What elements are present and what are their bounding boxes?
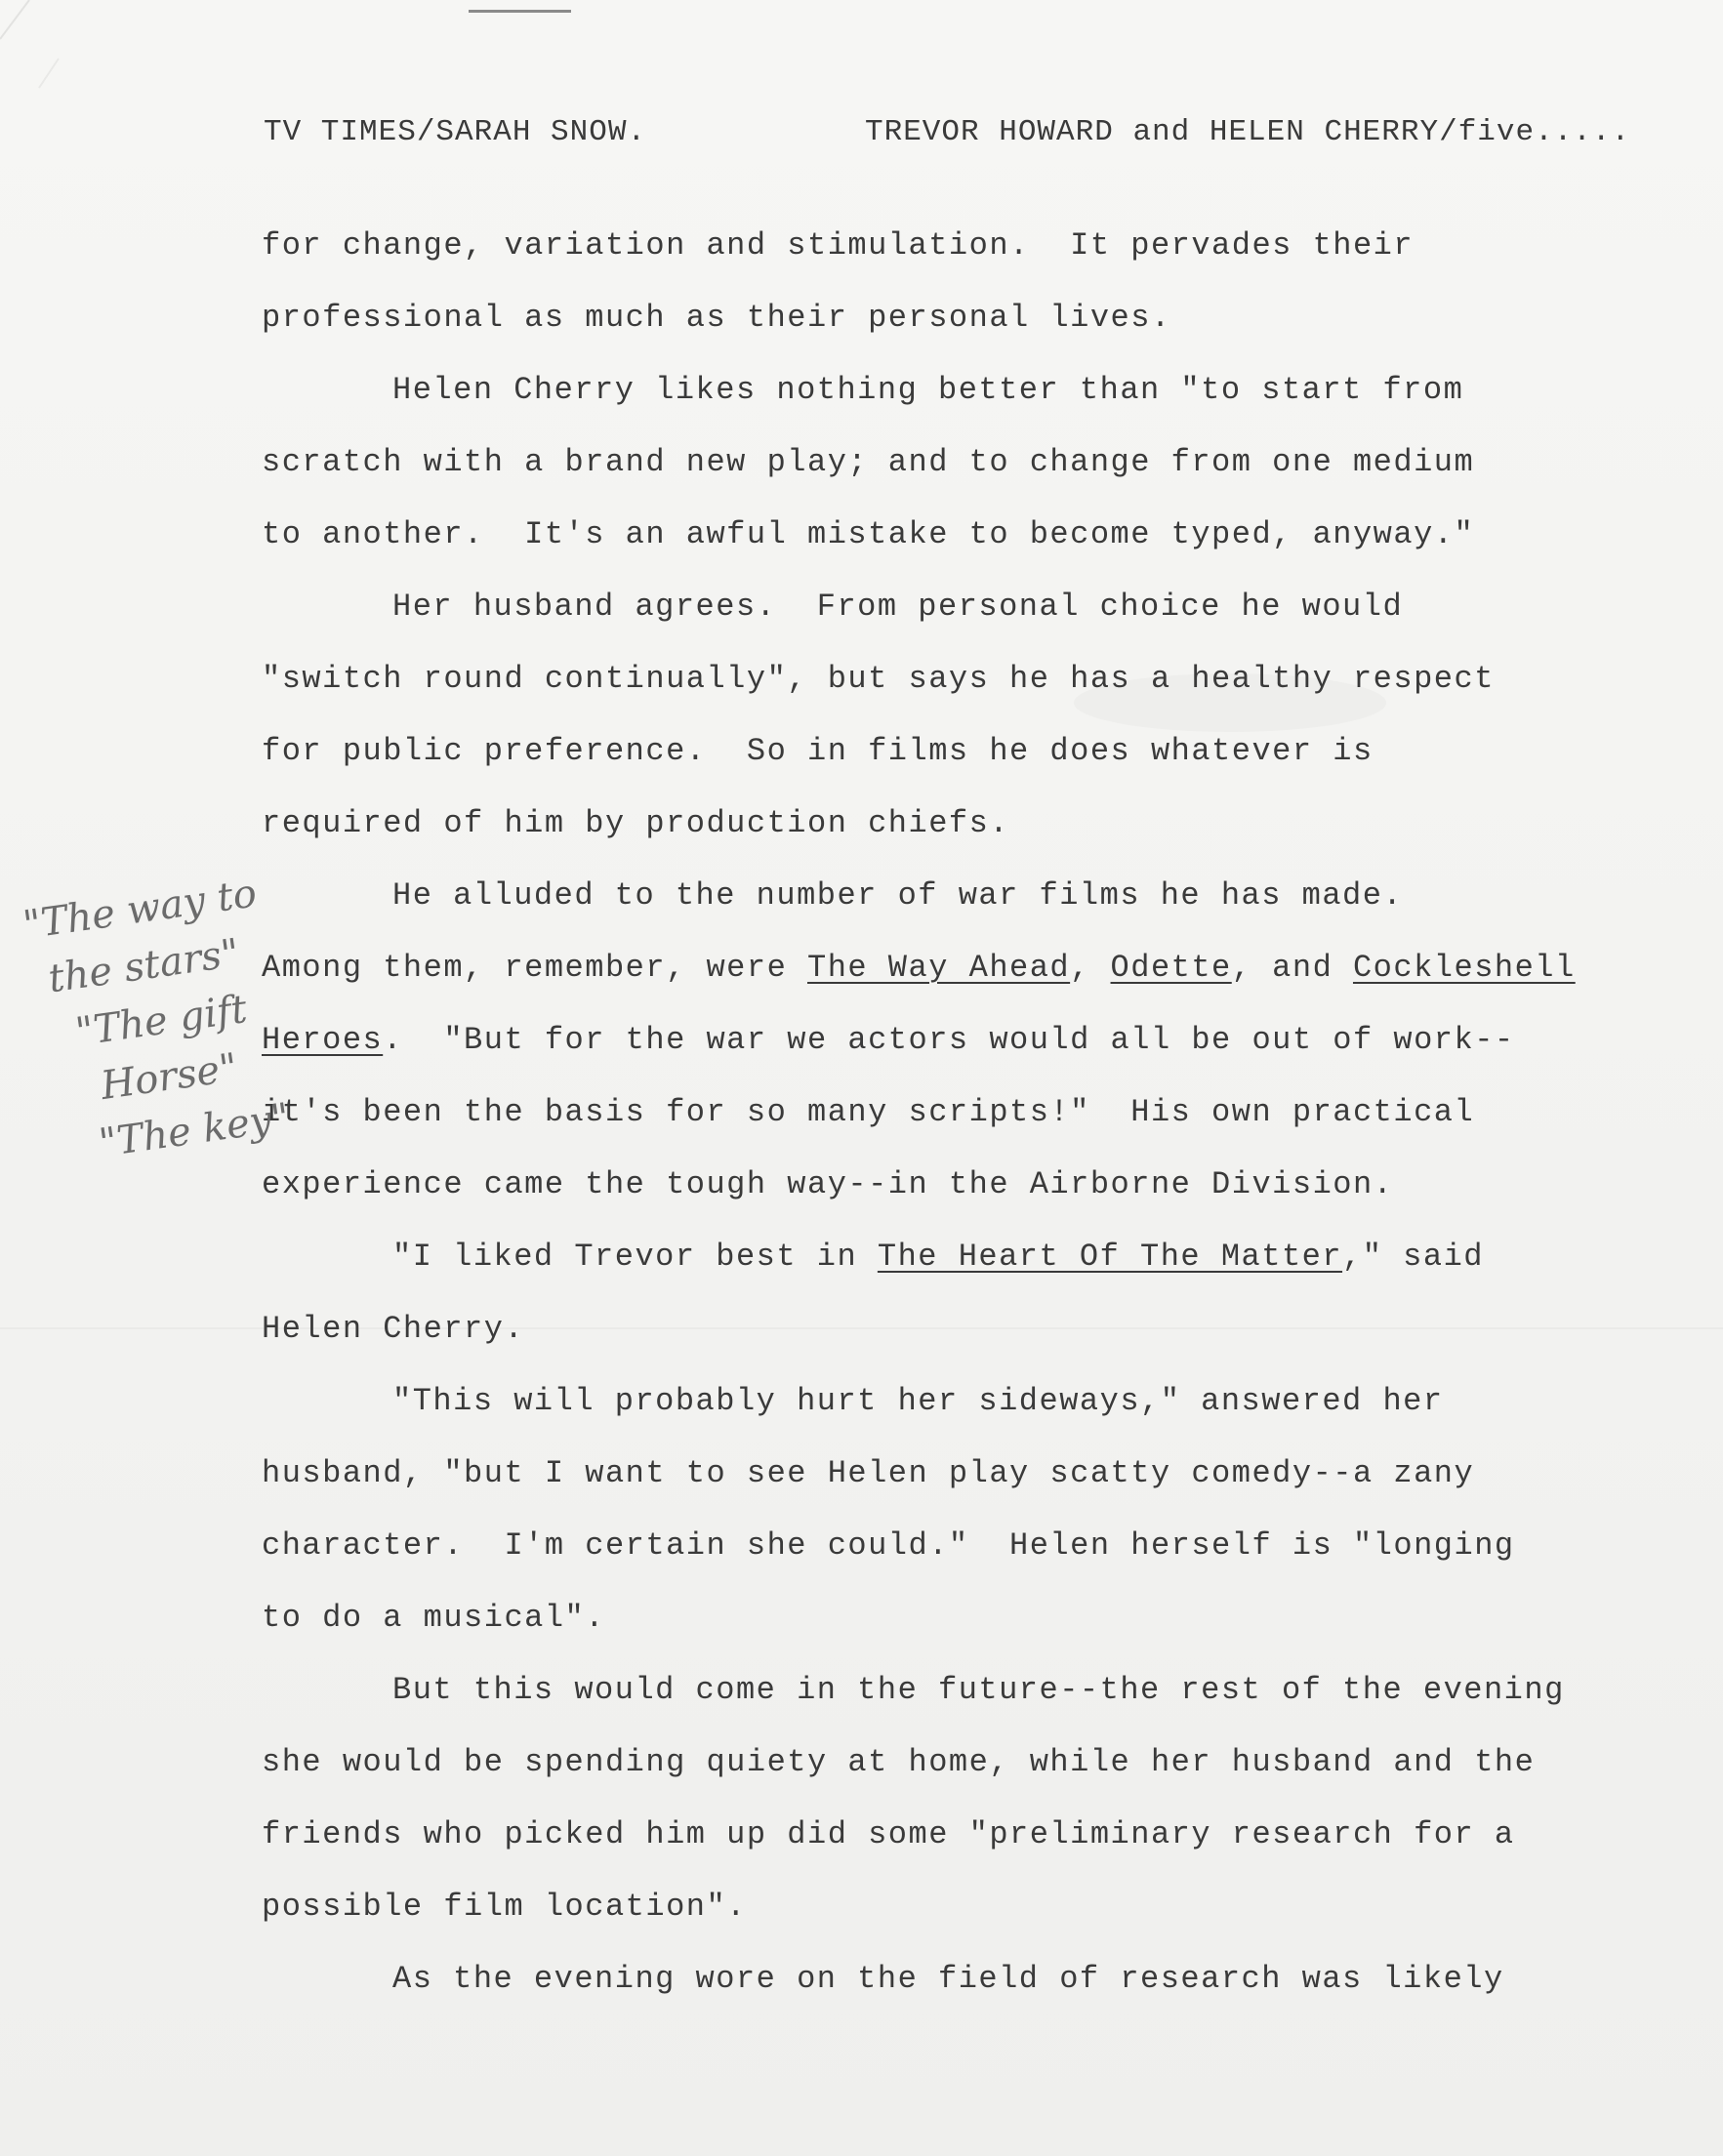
text-line [262,1087,1687,1159]
text-segment: for public preference. So in films he does whatever is [262,733,1374,769]
text-segment: "This will probably hurt her sideways," answered her [392,1383,1444,1419]
text-segment: for change, variation and stimulation. It pervades their [262,227,1415,264]
text-segment: possible film location". [262,1889,747,1925]
header-title: TREVOR HOWARD and HELEN CHERRY/five..... [865,115,1631,149]
body-text [262,221,1687,2026]
text-line [262,798,1687,871]
text-segment: ," said [1342,1239,1484,1275]
margin-note-line: Horse" [98,1044,241,1110]
text-segment: Among them, remember, were [262,950,807,986]
text-segment: Helen Cherry. [262,1311,525,1347]
text-segment: it's been the basis for so many scripts!" His own practical [262,1094,1475,1130]
text-line [262,509,1687,582]
text-segment: required of him by production chiefs. [262,805,1010,841]
margin-note-line: "The gift [72,986,250,1056]
text-line [262,365,1687,437]
text-segment: , and [1231,950,1353,986]
text-segment: As the evening wore on the field of research was likely [392,1961,1504,1997]
text-segment: husband, "but I want to see Helen play scatty comedy--a zany [262,1455,1475,1491]
text-line [262,293,1687,365]
text-segment: professional as much as their personal lives. [262,300,1171,336]
text-line [262,1593,1687,1665]
text-line [262,943,1687,1015]
text-line [262,1665,1687,1737]
text-segment: "I liked Trevor best in [392,1239,878,1275]
text-line [262,1376,1687,1448]
text-segment: scratch with a brand new play; and to change from one medium [262,444,1475,480]
text-line [262,1015,1687,1087]
text-segment: Helen Cherry likes nothing better than "to start from [392,372,1464,408]
text-line [262,582,1687,654]
text-segment: she would be spending quiety at home, while her husband and the [262,1744,1536,1780]
underlined-title: The Heart Of The Matter [877,1239,1343,1275]
text-line [262,1232,1687,1304]
text-line [262,1521,1687,1593]
paper-crease-mark [0,0,117,107]
text-line [262,1810,1687,1882]
handwritten-margin-note [20,867,293,1178]
text-line [262,437,1687,509]
underlined-title: Heroes [262,1022,384,1058]
top-dash-mark [469,10,571,13]
text-line [262,871,1687,943]
underlined-title: The Way Ahead [806,950,1071,986]
text-segment: But this would come in the future--the rest of the evening [392,1672,1565,1708]
text-line [262,1954,1687,2026]
text-line [262,1448,1687,1521]
text-segment: friends who picked him up did some "preliminary research for a [262,1816,1515,1852]
text-line [262,726,1687,798]
text-line [262,1882,1687,1954]
text-line [262,1159,1687,1232]
page-header [0,115,1723,162]
text-segment: He alluded to the number of war films he has made. [392,877,1404,914]
underlined-title: Cockleshell [1352,950,1576,986]
text-line [262,1304,1687,1376]
margin-note-line: "The way to [20,871,260,949]
header-publication: TV TIMES/SARAH SNOW. [264,115,647,149]
text-segment: "switch round continually", but says he has a healthy respect [262,661,1495,697]
text-segment: . "But for the war we actors would all be out of work-- [383,1022,1515,1058]
text-line [262,654,1687,726]
margin-note-line: the stars" [45,930,242,1002]
text-segment: character. I'm certain she could." Helen herself is "longing [262,1527,1515,1564]
text-segment: experience came the tough way--in the Airborne Division. [262,1166,1394,1202]
text-segment: , [1070,950,1111,986]
text-segment: to another. It's an awful mistake to become typed, anyway." [262,516,1475,552]
text-line [262,221,1687,293]
margin-note-line: "The key" [96,1094,293,1166]
text-line [262,1737,1687,1810]
text-segment: Her husband agrees. From personal choice he would [392,589,1404,625]
underlined-title: Odette [1110,950,1232,986]
text-segment: to do a musical". [262,1600,605,1636]
